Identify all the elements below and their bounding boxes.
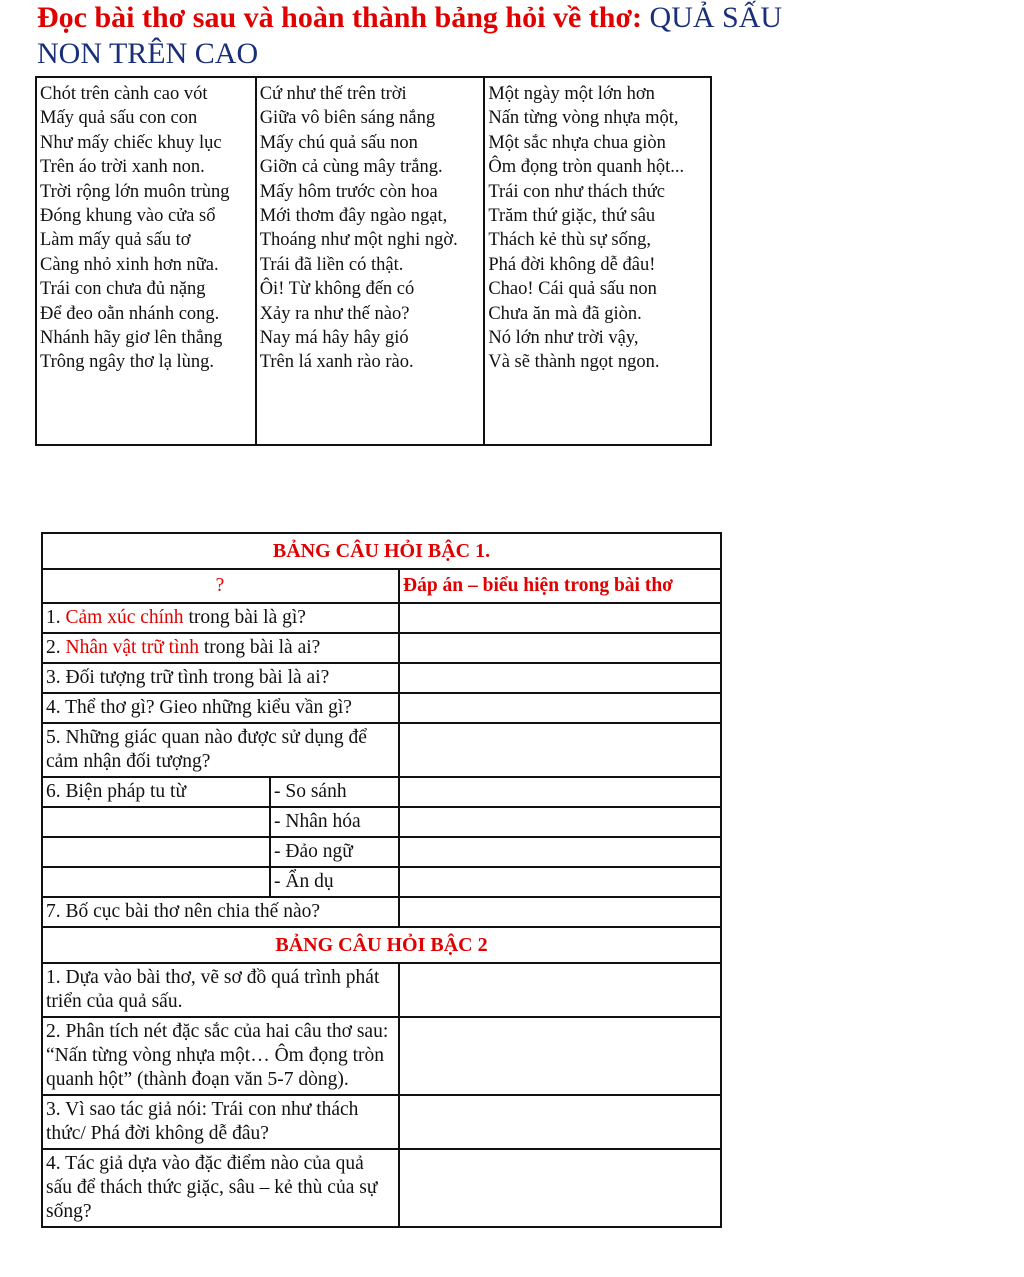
q6-item: - Nhân hóa: [270, 807, 399, 837]
level2-question-4: 4. Tác giả dựa vào đặc điểm nào của quả sấu để thách thức giặc, sâu – kẻ thù của sự sống?: [42, 1149, 399, 1227]
poem-line: Trái con chưa đủ nặng: [40, 279, 206, 300]
answer-cell[interactable]: [399, 603, 721, 633]
poem-line: Mấy chú quả sấu non: [259, 132, 418, 153]
poem-line: Mấy hôm trước còn hoa: [259, 181, 438, 202]
poem-line: Trời rộng lớn muôn trùng: [40, 181, 230, 202]
poem-line: Mới thơm đây ngào ngạt,: [259, 206, 448, 227]
poem-line: Đóng khung vào cửa sổ: [40, 206, 216, 227]
level2-header: BẢNG CÂU HỎI BẬC 2: [42, 927, 721, 963]
poem-line: Một ngày một lớn hơn: [488, 84, 655, 104]
poem-line: Chao! Cái quả sấu non: [488, 279, 657, 300]
poem-table: [35, 76, 712, 446]
answer-cell[interactable]: [399, 867, 721, 897]
q6-empty-cell: [42, 867, 270, 897]
poem-line: Trái đã liền có thật.: [259, 254, 404, 275]
poem-line: Chót trên cành cao vót: [40, 84, 208, 104]
poem-line: Trông ngây thơ lạ lùng.: [40, 352, 215, 373]
poem-line: Ôm đọng tròn quanh hột...: [488, 157, 685, 178]
instruction-text: Đọc bài thơ sau và hoàn thành bảng hỏi về thơ:: [37, 1, 643, 34]
answer-cell[interactable]: [399, 837, 721, 867]
poem-name-part1: QUẢ SẤU: [649, 1, 783, 34]
poem-line: Ôi! Từ không đến có: [259, 279, 415, 300]
answer-cell[interactable]: [399, 807, 721, 837]
poem-line: Nó lớn như trời vậy,: [488, 328, 639, 349]
question-1: 1. Cảm xúc chính trong bài là gì?: [42, 603, 399, 633]
answer-cell[interactable]: [399, 693, 721, 723]
poem-line: Mấy quả sấu con con: [40, 108, 198, 129]
poem-line: Để đeo oằn nhánh cong.: [40, 303, 220, 324]
question-2: 2. Nhân vật trữ tình trong bài là ai?: [42, 633, 399, 663]
q6-empty-cell: [42, 837, 270, 867]
question-5: 5. Những giác quan nào được sử dụng để cảm nhận đối tượng?: [42, 723, 399, 777]
answer-cell[interactable]: [399, 663, 721, 693]
poem-line: Như mấy chiếc khuy lục: [40, 132, 222, 153]
poem-line: Cứ như thế trên trời: [259, 84, 407, 104]
level2-question-1: 1. Dựa vào bài thơ, vẽ sơ đồ quá trình phát triển của quả sấu.: [42, 963, 399, 1017]
poem-line: Trái con như thách thức: [488, 181, 665, 202]
q6-empty-cell: [42, 807, 270, 837]
poem-line: Phá đời không dễ đâu!: [488, 254, 656, 275]
answer-cell[interactable]: [399, 1095, 721, 1149]
answer-cell[interactable]: [399, 1149, 721, 1227]
question-column-header: ?: [42, 569, 399, 603]
level2-question-3: 3. Vì sao tác giả nói: Trái con như thách thức/ Phá đời không dễ đâu?: [42, 1095, 399, 1149]
poem-line: Giữa vô biên sáng nắng: [259, 108, 436, 129]
poem-line: Chưa ăn mà đã giòn.: [488, 303, 642, 324]
poem-name-part2: NON TRÊN CAO: [37, 37, 259, 70]
poem-line: Thoáng như một nghi ngờ.: [259, 230, 458, 251]
level2-question-2: 2. Phân tích nét đặc sắc của hai câu thơ sau: “Nấn từng vòng nhựa một… Ôm đọng tròn quanh hột” (thành đoạn văn 5-7 dòng).: [42, 1017, 399, 1095]
answer-cell[interactable]: [399, 963, 721, 1017]
poem-line: Nhánh hãy giơ lên thẳng: [40, 328, 223, 349]
answer-cell[interactable]: [399, 633, 721, 663]
question-6: 6. Biện pháp tu từ: [42, 777, 270, 807]
question-table: [41, 532, 722, 1228]
q6-item: - Đảo ngữ: [270, 837, 399, 867]
answer-cell[interactable]: [399, 897, 721, 927]
question-4: 4. Thể thơ gì? Gieo những kiểu vần gì?: [42, 693, 399, 723]
poem-column-2: [256, 77, 485, 445]
answer-cell[interactable]: [399, 777, 721, 807]
poem-line: Một sắc nhựa chua giòn: [488, 132, 666, 153]
poem-line: Giỡn cả cùng mây trắng.: [259, 157, 443, 178]
page-title: [37, 0, 1017, 72]
poem-column-3: [484, 77, 711, 445]
poem-line: Nay má hây hây gió: [259, 328, 409, 349]
poem-line: Trên lá xanh rào rào.: [259, 352, 414, 373]
level1-header: BẢNG CÂU HỎI BẬC 1.: [42, 533, 721, 569]
question-7: 7. Bố cục bài thơ nên chia thế nào?: [42, 897, 399, 927]
poem-line: Và sẽ thành ngọt ngon.: [488, 352, 660, 373]
poem-line: Trăm thứ giặc, thứ sâu: [488, 206, 656, 227]
poem-line: Thách kẻ thù sự sống,: [488, 230, 651, 251]
poem-line: Làm mấy quả sấu tơ: [40, 230, 191, 251]
answer-column-header: Đáp án – biểu hiện trong bài thơ: [399, 569, 721, 603]
q6-item: - So sánh: [270, 777, 399, 807]
poem-line: Nấn từng vòng nhựa một,: [488, 108, 679, 129]
poem-column-1: [36, 77, 256, 445]
question-3: 3. Đối tượng trữ tình trong bài là ai?: [42, 663, 399, 693]
answer-cell[interactable]: [399, 723, 721, 777]
answer-cell[interactable]: [399, 1017, 721, 1095]
poem-line: Càng nhỏ xinh hơn nữa.: [40, 254, 219, 275]
poem-line: Trên áo trời xanh non.: [40, 157, 205, 178]
poem-line: Xảy ra như thế nào?: [259, 303, 410, 324]
q6-item: - Ẩn dụ: [270, 867, 399, 897]
